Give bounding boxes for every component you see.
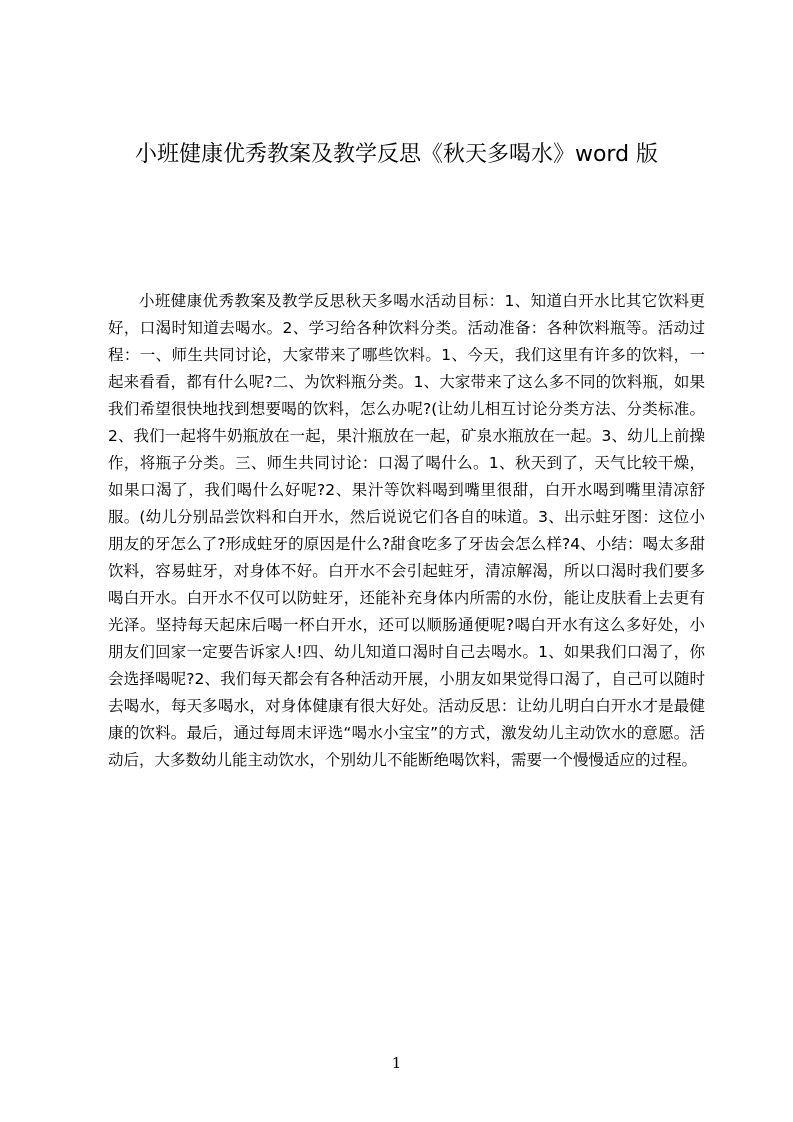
page-number: 1	[391, 1054, 402, 1072]
document-title: 小班健康优秀教案及教学反思《秋天多喝水》word 版	[134, 142, 659, 167]
body-paragraph: 小班健康优秀教案及教学反思秋天多喝水活动目标：1、知道白开水比其它饮料更好，口渴时知道去喝水。2、学习给各种饮料分类。活动准备：各种饮料瓶等。活动过程：一、师生共同讨论，大家带来了哪些饮料。1、今天，我们这里有许多的饮料，一起来看看，都有什么呢?二、为饮料瓶分类。1、大家带来了这么多不同的饮料瓶，如果我们希望很快地找到想要喝的饮料，怎么办呢?(让幼儿相互讨论分类方法、分类标准。2、我们一起将牛奶瓶放在一起，果汁瓶放在一起，矿泉水瓶放在一起。3、幼儿上前操作，将瓶子分类。三、师生共同讨论：口渴了喝什么。1、秋天到了，天气比较干燥，如果口渴了，我们喝什么好呢?2、果汁等饮料喝到嘴里很甜，白开水喝到嘴里清凉舒服。(幼儿分别品尝饮料和白开水，然后说说它们各自的味道。3、出示蛀牙图：这位小朋友的牙怎么了?形成蛀牙的原因是什么?甜食吃多了牙齿会怎么样?4、小结：喝太多甜饮料，容易蛀牙，对身体不好。白开水不会引起蛀牙，清凉解渴，所以口渴时我们要多喝白开水。白开水不仅可以防蛀牙，还能补充身体内所需的水份，能让皮肤看上去更有光泽。坚持每天起床后喝一杯白开水，还可以顺肠通便呢?喝白开水有这么多好处，小朋友们回家一定要告诉家人!四、幼儿知道口渴时自己去喝水。1、如果我们口渴了，你会选择喝呢?2、我们每天都会有各种活动开展，小朋友如果觉得口渴了，自己可以随时去喝水，每天多喝水，对身体健康有很大好处。活动反思：让幼儿明白白开水才是最健康的饮料。最后，通过每周末评选“喝水小宝宝”的方式，激发幼儿主动饮水的意愿。活动后，大多数幼儿能主动饮水，个别幼儿不能断绝喝饮料，需要一个慢慢适应的过程。	[108, 292, 705, 769]
